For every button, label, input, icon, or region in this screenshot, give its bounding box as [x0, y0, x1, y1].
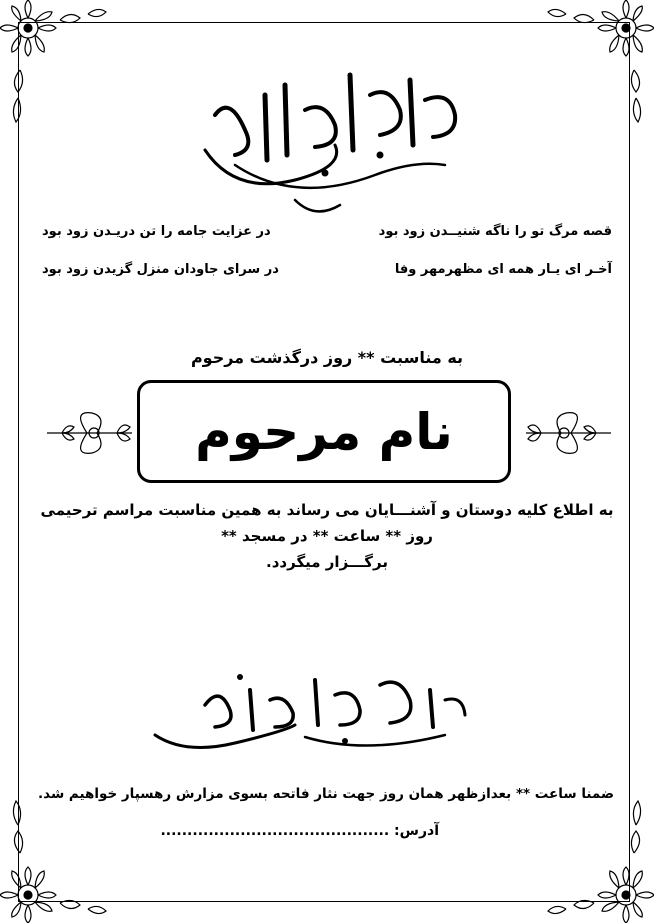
announcement-line-2: روز ** ساعت ** در مسجد ** [221, 527, 433, 545]
announcement [40, 497, 614, 575]
poem-right-line-1: قصه مرگ تو را ناگه شنیــدن زود بود [378, 224, 612, 239]
corner-ornament-top-left [0, 0, 110, 130]
deceased-name: نام مرحوم [195, 402, 453, 461]
poem-left-line-2: در سرای جاودان منزل گزیدن زود بود [42, 262, 279, 277]
corner-ornament-bottom-left [0, 793, 110, 923]
visit-note: ضمنا ساعت ** بعدازظهر همان روز جهت نثار فاتحه بسوی مزارش رهسپار خواهیم شد. [38, 786, 614, 802]
announcement-line-1: به اطلاع کلیه دوستان و آشنـــایان می رساند به همین مناسبت مراسم ترحیمی [40, 501, 614, 519]
announcement-line-3: برگـــزار میگردد. [266, 553, 388, 571]
deceased-name-box [137, 380, 511, 483]
closing-calligraphy [145, 665, 475, 760]
poem-left-line-1: در عزایت جامه را تن دریـدن زود بود [42, 224, 271, 239]
corner-ornament-bottom-right [544, 793, 654, 923]
corner-ornament-top-right [544, 0, 654, 130]
name-ornament-left [42, 405, 137, 461]
poem-right-line-2: آخـر ای یـار همه ای مظهرمهر وفا [394, 262, 612, 277]
quran-verse-calligraphy [175, 55, 475, 215]
address-line: آدرس: ........................................... [160, 823, 439, 839]
occasion-line: به مناسبت ** روز درگذشت مرحوم [190, 348, 464, 367]
name-ornament-right [521, 405, 616, 461]
